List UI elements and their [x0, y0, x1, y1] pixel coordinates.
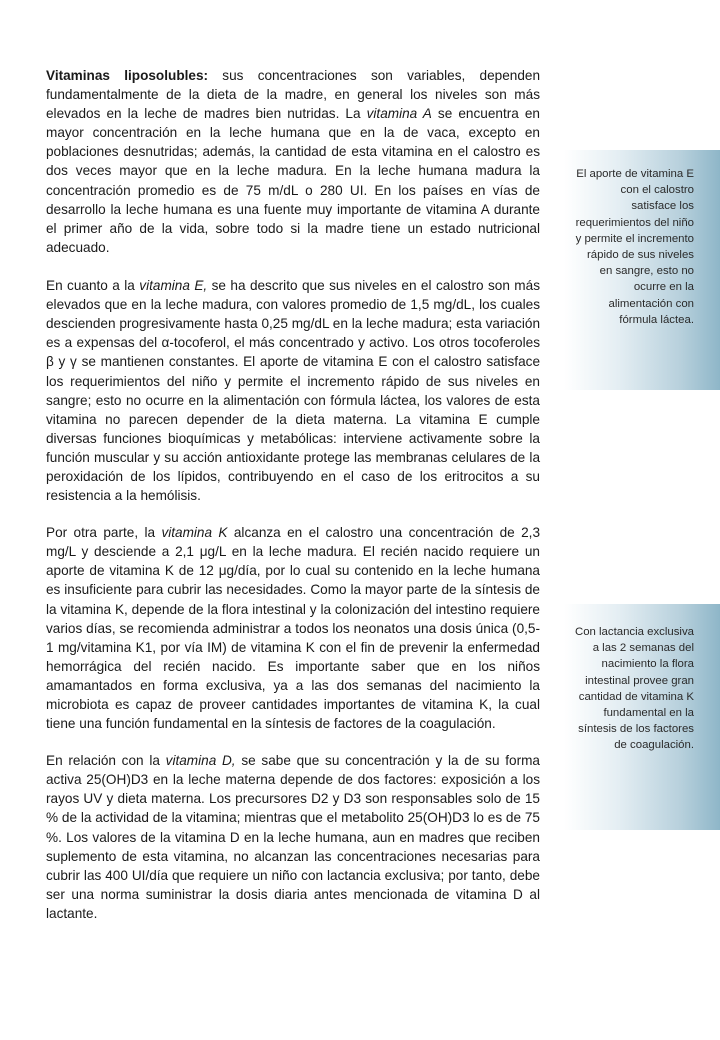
- sidebar-note-text: El aporte de vitamina E con el calostro satisface los requerimientos del niño y permite el incremento rápido de sus niveles en sangre, esto no ocurre en la alimentación con fórmula láctea.: [575, 168, 694, 326]
- paragraph-lead-heading: Vitaminas liposolubles:: [46, 68, 209, 83]
- main-text-column: [46, 66, 540, 942]
- sidebar-note-vitamina-e: [564, 150, 720, 390]
- paragraph-text: Por otra parte, la: [46, 525, 162, 541]
- italic-term: vitamina K: [161, 525, 228, 541]
- italic-term: vitamina E,: [139, 278, 208, 294]
- paragraph-vitaminas-liposolubles: [46, 66, 540, 257]
- paragraph-text: se sabe que su concentración y la de su forma activa 25(OH)D3 en la leche materna depende de dos factores: exposición a los rayos UV y dieta materna. Los precursores D2 y D3 son responsables solo de 15 % de la actividad de la vitamina; mientras que el metabolito 25(OH)D3 lo es de 75 %. Los valores de la vitamina D en la leche humana, aun en madres que reciben suplemento de esta vitamina, no alcanzan las concentraciones necesarias para cubrir las 400 UI/día que requiere un niño con lactancia exclusiva; por tanto, debe ser una norma suministrar la dosis diaria antes mencionada de vitamina D al lactante.: [46, 753, 540, 921]
- paragraph-vitamina-k: [46, 523, 540, 733]
- paragraph-vitamina-d: [46, 751, 540, 923]
- sidebar-note-text: Con lactancia exclusiva a las 2 semanas del nacimiento la flora intestinal provee gran cantidad de vitamina K fundamental en la síntesis de los factores de coagulación.: [574, 626, 694, 752]
- paragraph-text: En relación con la: [46, 753, 166, 769]
- sidebar-note-vitamina-k: [564, 604, 720, 830]
- italic-term: vitamina A: [366, 106, 432, 122]
- paragraph-text: En cuanto a la: [46, 278, 140, 294]
- paragraph-text: se ha descrito que sus niveles en el calostro son más elevados que en la leche madura, con valores promedio de 1,5 mg/dL, los cuales descienden progresivamente hasta 0,25 mg/dL en la leche madura; esta variación es a expensas del α-tocoferol, el más concentrado y activo. Los otros tocoferoles β y γ se mantienen constantes. El aporte de vitamina E con el calostro satisface los requerimientos del niño y permite el incremento rápido de sus niveles en sangre; esto no ocurre en la alimentación con fórmula láctea, los valores de esta vitamina no parecen depender de la dieta materna. La vitamina E cumple diversas funciones bioquímicas y metabólicas: interviene activamente sobre la función muscular y su acción antioxidante protege las membranas celulares de la peroxidación de los lípidos, contribuyendo en el caso de los eritrocitos a su resistencia a la hemólisis.: [46, 278, 540, 504]
- italic-term: vitamina D,: [165, 753, 236, 769]
- paragraph-text: sus concentraciones son variables, dependen fundamentalmente de la dieta de la madre, en general los niveles son más elevados en la leche de madres bien nutridas. La: [46, 68, 541, 122]
- paragraph-vitamina-e: [46, 276, 540, 505]
- paragraph-text: se encuentra en mayor concentración en la leche humana que en la de vaca, excepto en poblaciones desnutridas; además, la cantidad de esta vitamina en el calostro es dos veces mayor que en la leche madura. En la leche humana madura la concentración promedio es de 75 m/dL o 280 UI. En los países en vías de desarrollo la leche humana es una fuente muy importante de vitamina A durante el primer año de la vida, sobre todo si la madre tiene un estado nutricional adecuado.: [46, 106, 540, 255]
- paragraph-text: alcanza en el calostro una concentración de 2,3 mg/L y desciende a 2,1 μg/L en la leche madura. El recién nacido requiere un aporte de vitamina K de 12 μg/día, por lo cual su contenido en la leche humana es insuficiente para cubrir las necesidades. Como la mayor parte de la síntesis de la vitamina K, depende de la flora intestinal y la colonización del intestino requiere varios días, se recomienda administrar a todos los neonatos una dosis única (0,5-1 mg/vitamina K1, por vía IM) de vitamina K con el fin de prevenir la enfermedad hemorrágica del recién nacido. Es importante saber que en los niños amamantados en forma exclusiva, ya a las dos semanas del nacimiento la microbiota es capaz de proveer cantidades importantes de vitamina K, la cual tiene una función fundamental en la síntesis de factores de la coagulación.: [46, 525, 540, 732]
